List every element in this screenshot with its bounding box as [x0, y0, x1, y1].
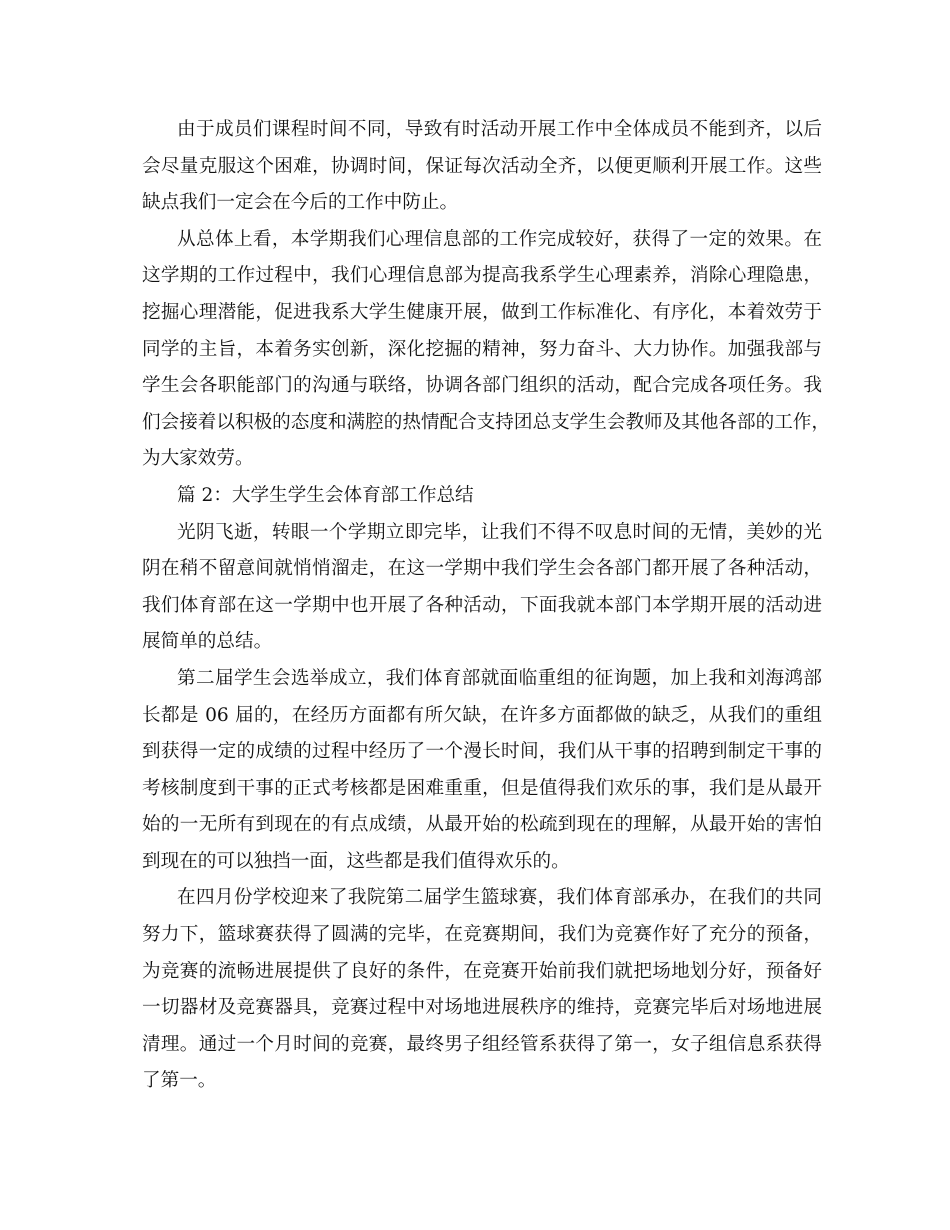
text-line: 展简单的总结。 — [142, 631, 273, 653]
text-line: 光阴飞逝，转眼一个学期立即完毕，让我们不得不叹息时间的无情，美妙的光 — [177, 521, 822, 543]
text-line: 我们体育部在这一学期中也开展了各种活动，下面我就本部门本学期开展的活动进 — [142, 594, 822, 616]
text-line: 一切器材及竞赛器具，竞赛过程中对场地进展秩序的维持，竞赛完毕后对场地进展 — [142, 997, 822, 1019]
text-line: 学生会各职能部门的沟通与联络，协调各部门组织的活动，配合完成各项任务。我 — [142, 375, 822, 397]
text-line: 到获得一定的成绩的过程中经历了一个漫长时间，我们从干事的招聘到制定干事的 — [142, 741, 822, 763]
document-body — [142, 112, 830, 1100]
text-line: 挖掘心理潜能，促进我系大学生健康开展，做到工作标准化、有序化，本着效劳于 — [142, 301, 822, 323]
text-line: 始的一无所有到现在的有点成绩，从最开始的松疏到现在的理解，从最开始的害怕 — [142, 814, 822, 836]
text-line: 到现在的可以独挡一面，这些都是我们值得欢乐的。 — [142, 850, 570, 872]
text-line: 了第一。 — [142, 1070, 217, 1092]
text-line: 从总体上看，本学期我们心理信息部的工作完成较好，获得了一定的效果。在 — [177, 228, 822, 250]
text-line: 努力下，篮球赛获得了圆满的完毕，在竞赛期间，我们为竞赛作好了充分的预备， — [142, 924, 822, 946]
text-line: 们会接着以积极的态度和满腔的热情配合支持团总支学生会教师及其他各部的工作， — [142, 411, 830, 433]
text-line: 这学期的工作过程中，我们心理信息部为提高我系学生心理素养，消除心理隐患， — [142, 265, 822, 287]
text-line: 长都是 06 届的，在经历方面都有所欠缺，在许多方面都做的缺乏，从我们的重组 — [142, 704, 822, 726]
text-line: 清理。通过一个月时间的竞赛，最终男子组经管系获得了第一，女子组信息系获得 — [142, 1033, 822, 1055]
text-line: 会尽量克服这个困难，协调时间，保证每次活动全齐，以便更顺利开展工作。这些 — [142, 155, 822, 177]
text-line: 缺点我们一定会在今后的工作中防止。 — [142, 192, 459, 214]
text-line: 由于成员们课程时间不同，导致有时活动开展工作中全体成员不能到齐，以后 — [177, 119, 822, 140]
text-line: 同学的主旨，本着务实创新，深化挖掘的精神，努力奋斗、大力协作。加强我部与 — [142, 338, 822, 360]
text-line: 为大家效劳。 — [142, 448, 254, 470]
section-heading: 篇 2：大学生学生会体育部工作总结 — [177, 484, 474, 506]
text-line: 考核制度到干事的正式考核都是困难重重，但是值得我们欢乐的事，我们是从最开 — [142, 777, 822, 799]
text-line: 阴在稍不留意间就悄悄溜走，在这一学期中我们学生会各部门都开展了各种活动， — [142, 558, 822, 580]
text-line: 在四月份学校迎来了我院第二届学生篮球赛，我们体育部承办，在我们的共同 — [177, 887, 822, 909]
text-line: 为竞赛的流畅进展提供了良好的条件，在竞赛开始前我们就把场地划分好，预备好 — [142, 960, 822, 982]
text-line: 第二届学生会选举成立，我们体育部就面临重组的征询题，加上我和刘海鸿部 — [177, 667, 822, 689]
